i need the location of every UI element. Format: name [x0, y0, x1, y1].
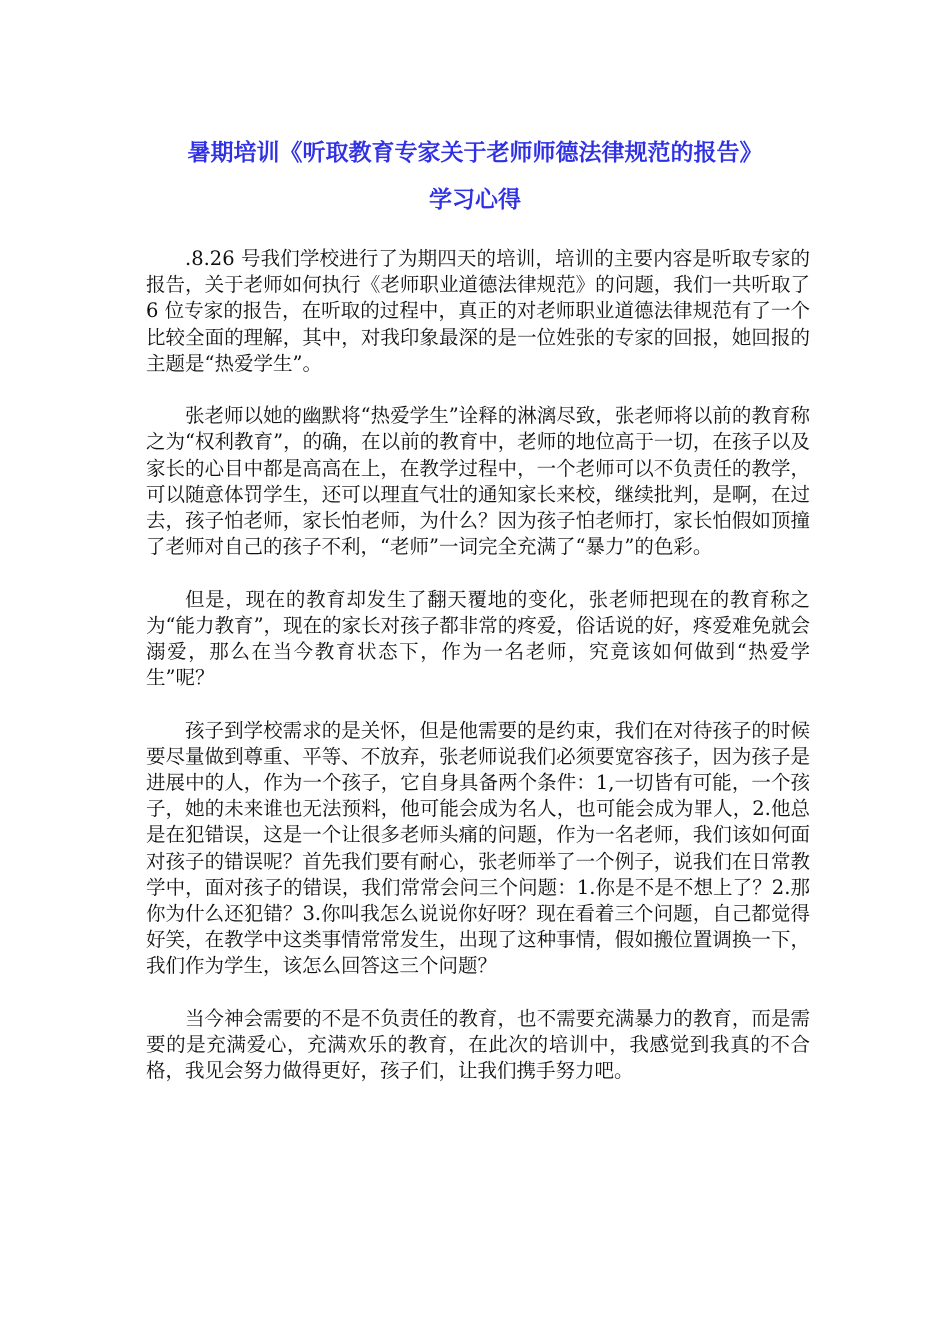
document-title: 暑期培训《听取教育专家关于老师师德法律规范的报告》 [187, 140, 763, 166]
document-subtitle: 学习心得 [429, 187, 521, 213]
paragraph: .8.26 号我们学校进行了为期四天的培训，培训的主要内容是听取专家的报告，关于老师如何执行《老师职业道德法律规范》的问题，我们一共听取了 6 位专家的报告，在听取的过程中，真正的对老师职业道德法律规范有了一个比较全面的理解，其中，对我印象最深的是一位姓张的专家的回报，她回报的主题是“热爱学生”。 [146, 247, 810, 375]
paragraph: 当今神会需要的不是不负责任的教育，也不需要充满暴力的教育，而是需要的是充满爱心，充满欢乐的教育，在此次的培训中，我感觉到我真的不合格，我见会努力做得更好，孩子们，让我们携手努力吧。 [146, 1006, 810, 1083]
paragraph: 但是，现在的教育却发生了翻天覆地的变化，张老师把现在的教育称之为“能力教育”，现在的家长对孩子都非常的疼爱，俗话说的好，疼爱难免就会溺爱，那么在当今教育状态下，作为一名老师，究竟该如何做到“热爱学生”呢？ [146, 587, 810, 690]
paragraph: 孩子到学校需求的是关怀，但是他需要的是约束，我们在对待孩子的时候要尽量做到尊重、平等、不放弃，张老师说我们必须要宽容孩子，因为孩子是进展中的人，作为一个孩子，它自身具备两个条件：1,一切皆有可能，一个孩子，她的未来谁也无法预料，他可能会成为名人，也可能会成为罪人，2.他总是在犯错误，这是一个让很多老师头痛的问题，作为一名老师，我们该如何面对孩子的错误呢？首先我们要有耐心，张老师举了一个例子，说我们在日常教学中，面对孩子的错误，我们常常会问三个问题：1.你是不是不想上了？2.那你为什么还犯错？3.你叫我怎么说说你好呀？现在看着三个问题，自己都觉得好笑，在教学中这类事情常常发生，出现了这种事情，假如搬位置调换一下，我们作为学生，该怎么回答这三个问题？ [146, 718, 810, 978]
document-body [146, 246, 810, 1111]
paragraph: 张老师以她的幽默将“热爱学生”诠释的淋漓尽致，张老师将以前的教育称之为“权利教育”，的确，在以前的教育中，老师的地位高于一切，在孩子以及家长的心目中都是高高在上，在教学过程中，一个老师可以不负责任的教学，可以随意体罚学生，还可以理直气壮的通知家长来校，继续批判，是啊，在过去，孩子怕老师，家长怕老师，为什么？因为孩子怕老师打，家长怕假如顶撞了老师对自己的孩子不利，“老师”一词完全充满了“暴力”的色彩。 [146, 404, 810, 559]
